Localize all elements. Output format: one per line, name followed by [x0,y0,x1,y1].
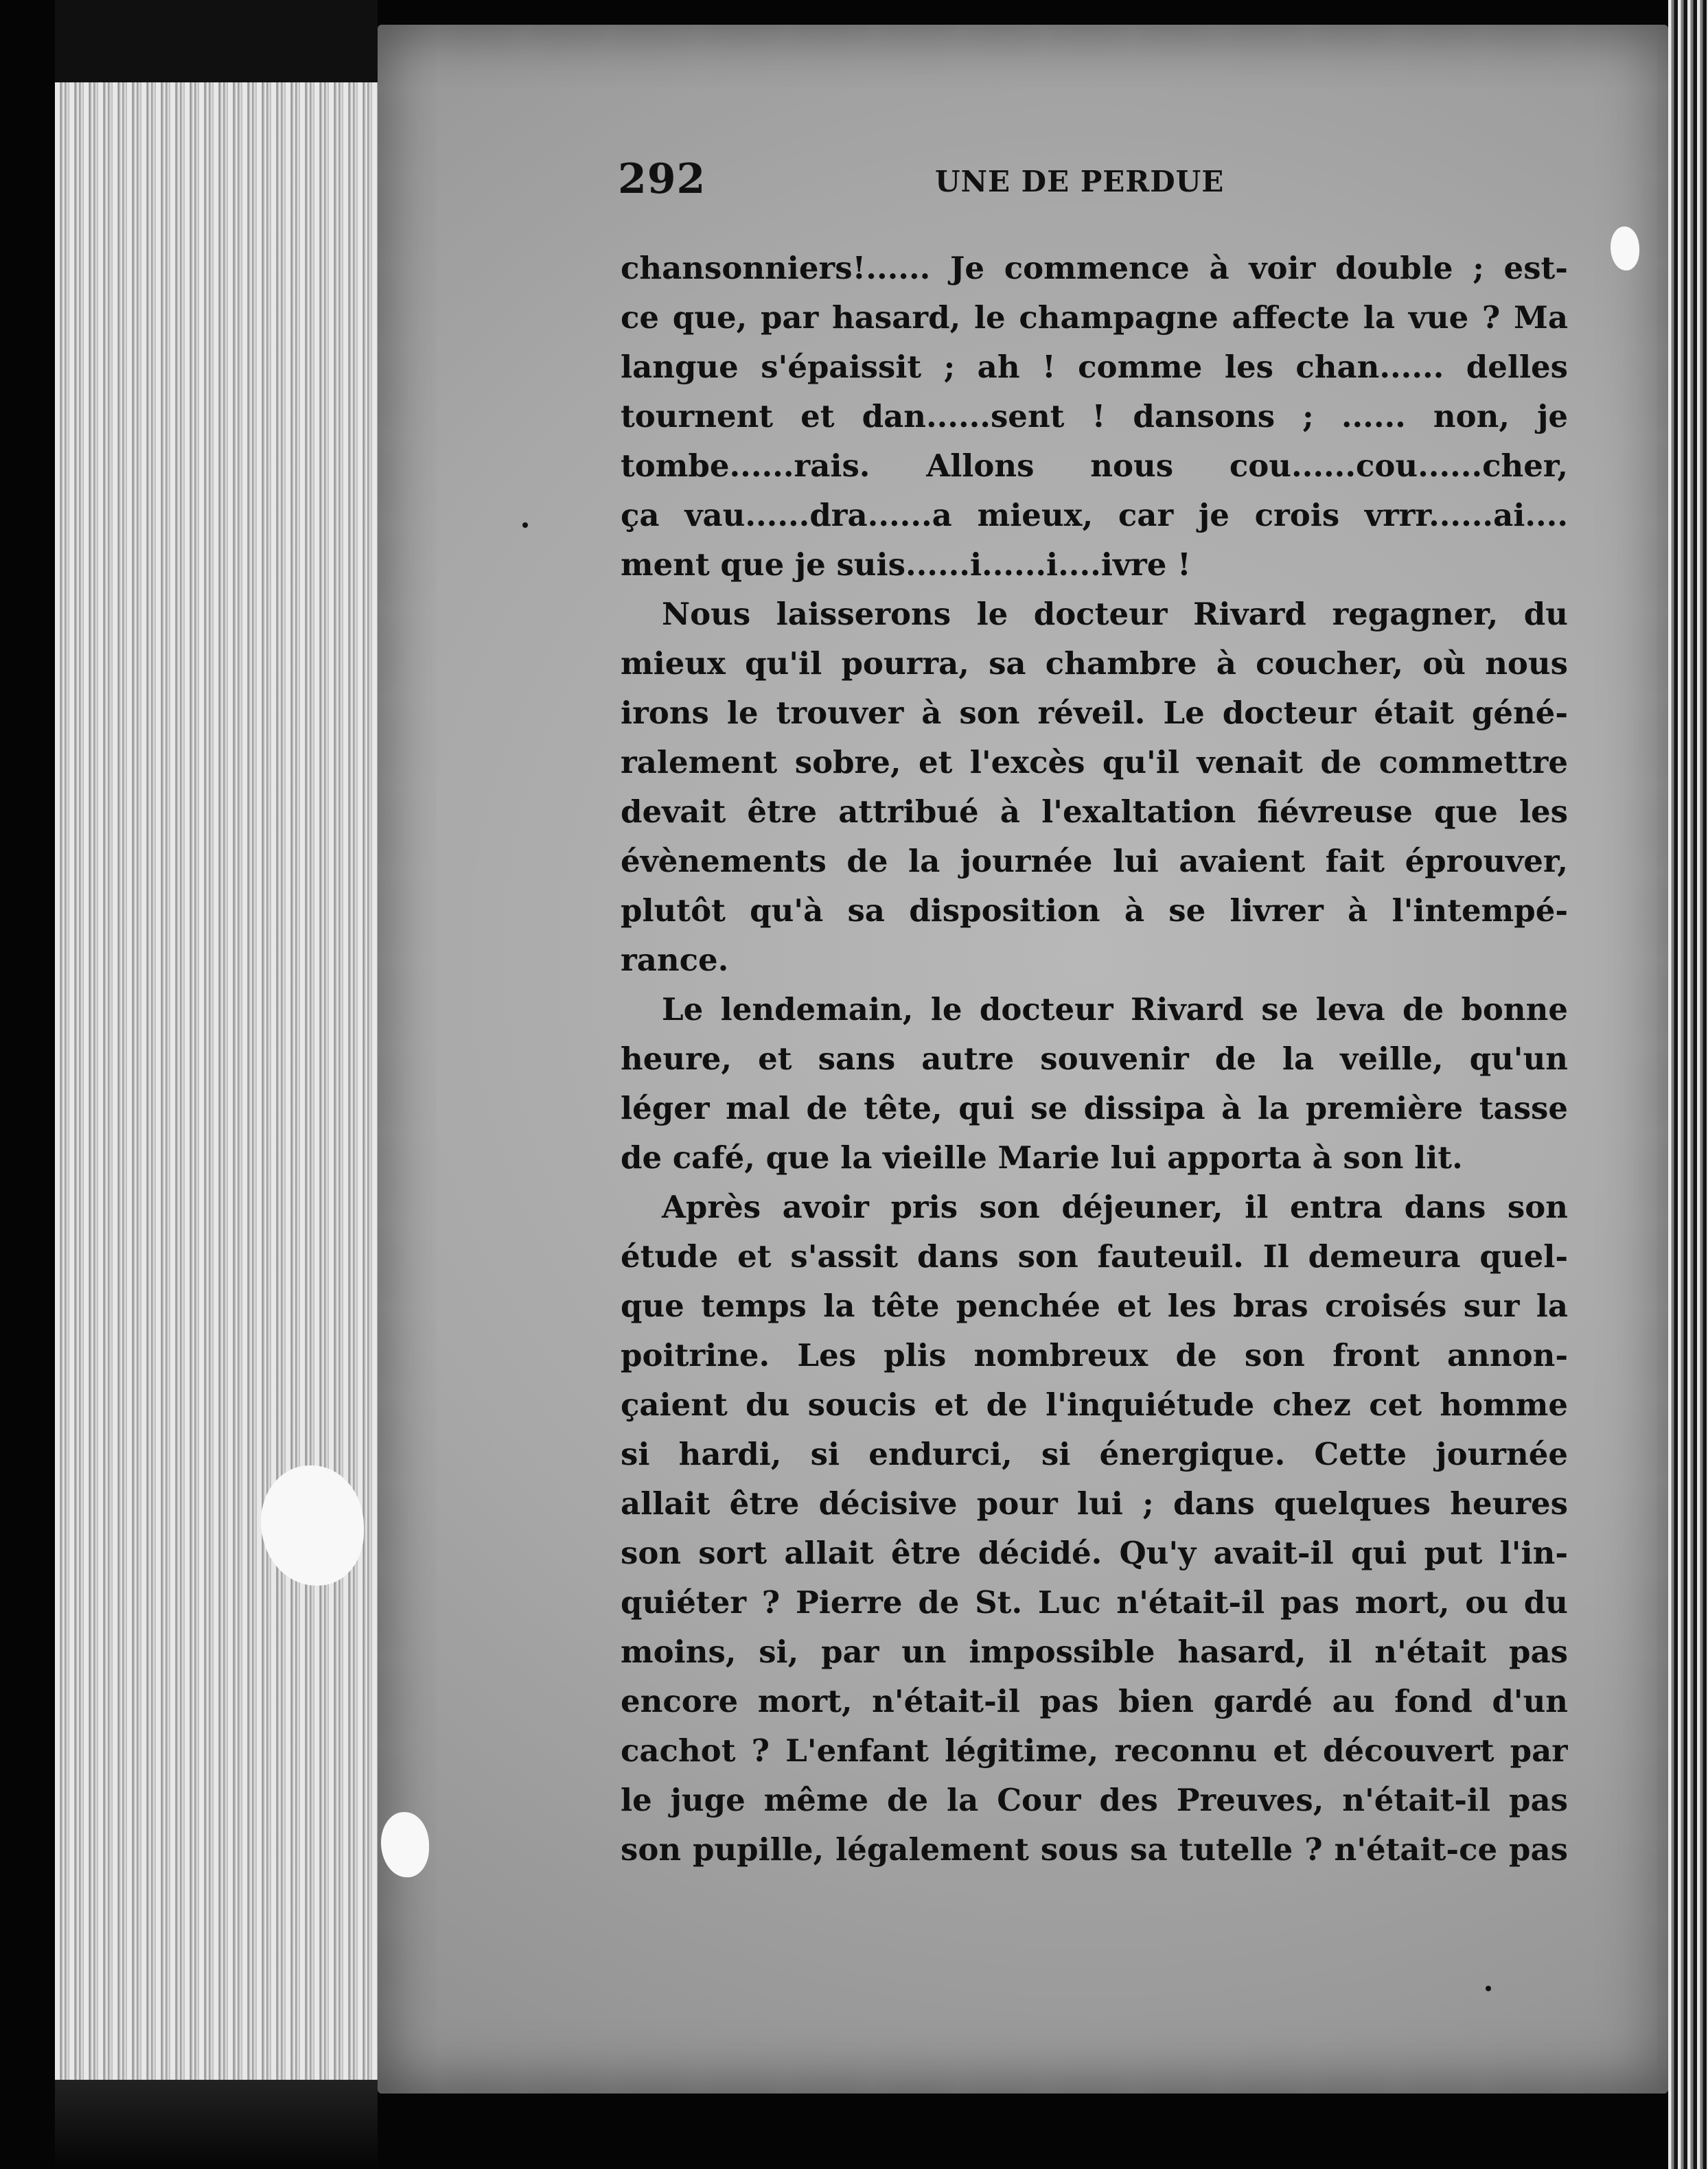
text-line: Nous laisserons le docteur Rivard regagner, du [662,596,1568,632]
text-line: ça vau......dra......a mieux, car je crois vrrr......ai.... [621,497,1568,533]
text-line: étude et s'assit dans son fauteuil. Il demeura quel- [621,1238,1568,1275]
text-line: plutôt qu'à sa disposition à se livrer à l'intempé- [621,892,1568,929]
next-page-edge [1668,0,1708,2169]
text-line: mieux qu'il pourra, sa chambre à coucher, où nous [621,645,1568,682]
text-line: tournent et dan......sent ! dansons ; ...... non, je [621,398,1568,434]
text-line: son pupille, légalement sous sa tutelle ? n'était-ce pas [621,1831,1568,1868]
text-line: son sort allait être décidé. Qu'y avait-il qui put l'in- [621,1535,1568,1571]
text-line: allait être décisive pour lui ; dans quelques heures [621,1485,1568,1522]
text-line: le juge même de la Cour des Preuves, n'était-il pas [621,1782,1568,1818]
text-line: de café, que la vieille Marie lui apporta à son lit. [621,1139,1463,1176]
text-line: rance. [621,942,729,978]
print-speck [522,522,528,528]
text-line: quiéter ? Pierre de St. Luc n'était-il pas mort, ou du [621,1584,1568,1621]
book-page-edges [55,0,378,2169]
text-line: langue s'épaissit ; ah ! comme les chan...... delles [621,349,1568,385]
text-line: heure, et sans autre souvenir de la veille, qu'un [621,1041,1568,1077]
text-line: encore mort, n'était-il pas bien gardé au fond d'un [621,1683,1568,1719]
print-speck [1486,1986,1491,1991]
text-line: moins, si, par un impossible hasard, il n'était pas [621,1634,1568,1670]
paper-damage-right [1611,227,1639,270]
page-number: 292 [618,155,706,203]
text-line: ment que je suis......i......i....ivre ! [621,546,1191,583]
text-line: devait être attribué à l'exaltation fiévreuse que les [621,793,1568,830]
book-edge-shadow-top [55,0,378,82]
text-line: tombe......rais. Allons nous cou......cou......cher, [621,448,1568,484]
book-edge-shadow-bottom [55,2080,378,2169]
page-header [618,155,1572,217]
text-line: çaient du soucis et de l'inquiétude chez cet homme [621,1387,1568,1423]
text-line: évènements de la journée lui avaient fait éprouver, [621,843,1568,879]
text-line: chansonniers!...... Je commence à voir double ; est- [621,250,1568,286]
paper-damage-left-lower [381,1812,429,1877]
text-line: Après avoir pris son déjeuner, il entra dans son [662,1189,1568,1225]
text-line: irons le trouver à son réveil. Le docteur était géné- [621,695,1568,731]
text-line: léger mal de tête, qui se dissipa à la première tasse [621,1090,1568,1126]
text-line: cachot ? L'enfant légitime, reconnu et découvert par [621,1732,1568,1769]
text-line: ralement sobre, et l'excès qu'il venait de commettre [621,744,1568,780]
text-line: que temps la tête penchée et les bras croisés sur la [621,1288,1568,1324]
text-line: Le lendemain, le docteur Rivard se leva de bonne [662,991,1568,1028]
running-title: UNE DE PERDUE [935,165,1225,198]
text-line: si hardi, si endurci, si énergique. Cette journée [621,1436,1568,1472]
text-line: ce que, par hasard, le champagne affecte la vue ? Ma [621,299,1568,336]
page-body-text [621,244,1568,1884]
text-line: poitrine. Les plis nombreux de son front annon- [621,1337,1568,1373]
